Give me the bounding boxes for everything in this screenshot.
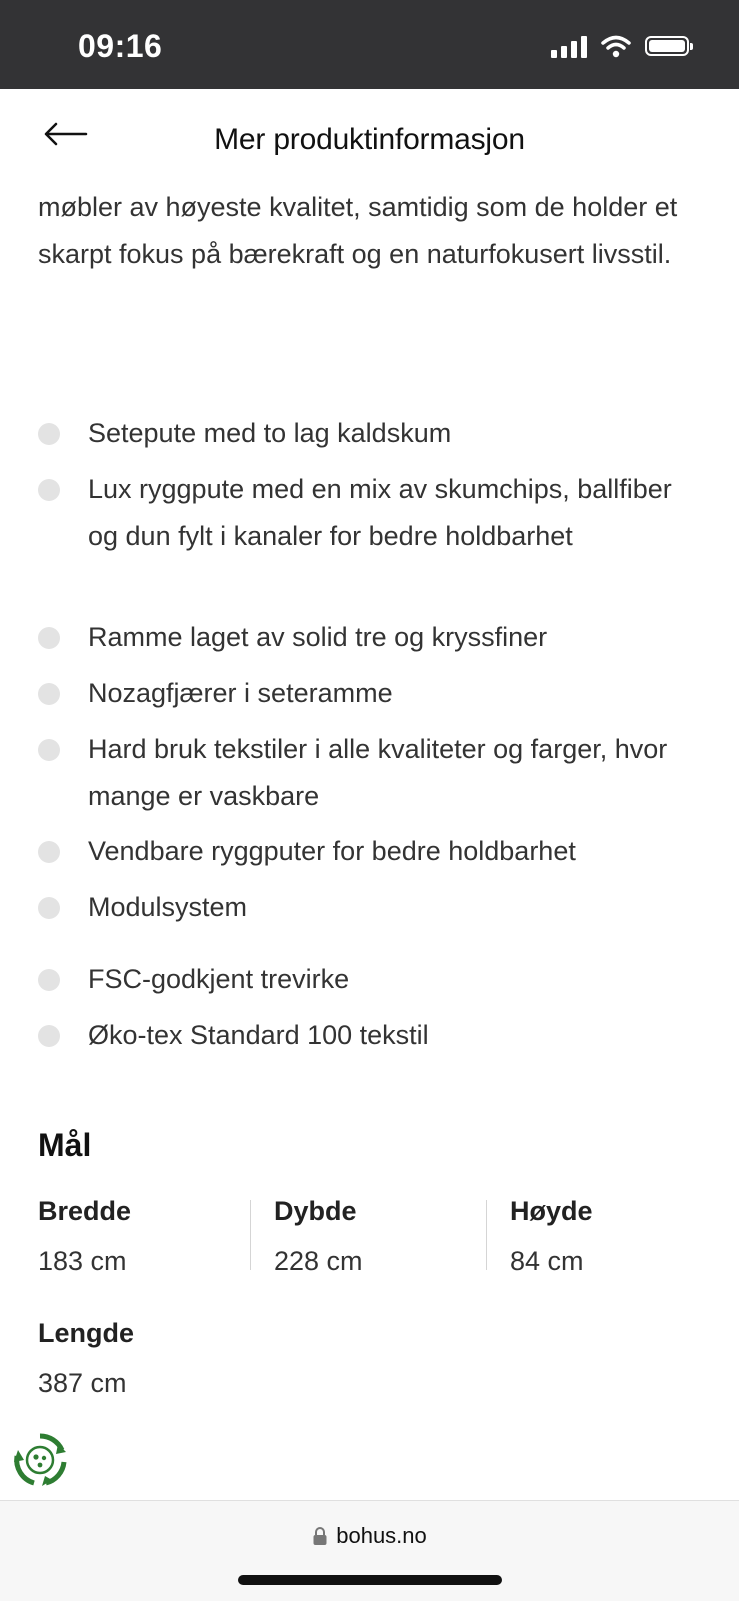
signal-icon — [551, 34, 587, 58]
feature-text: Lux ryggpute med en mix av skumchips, ballfiber og dun fylt i kanaler for bedre holdbarhet — [88, 474, 672, 551]
url-display[interactable] — [0, 1523, 739, 1549]
lock-icon — [312, 1526, 328, 1546]
feature-text: Nozagfjærer i seteramme — [88, 678, 393, 708]
app-header — [0, 89, 739, 185]
feature-text: Ramme laget av solid tre og kryssfiner — [88, 622, 548, 652]
dim-label-depth: Dybde — [274, 1196, 357, 1226]
bullet-icon — [38, 897, 60, 919]
eco-badge-button[interactable] — [12, 1432, 68, 1488]
feature-text: Vendbare ryggputer for bedre holdbarhet — [88, 836, 576, 866]
dimensions-title: Mål — [38, 1127, 92, 1163]
feature-text: Hard bruk tekstiler i alle kvaliteter og farger, hvor mange er vaskbare — [88, 734, 668, 811]
dim-value-length: 387 cm — [38, 1368, 127, 1398]
dim-value-height: 84 cm — [510, 1246, 584, 1276]
bullet-icon — [38, 1025, 60, 1047]
dim-label-length: Lengde — [38, 1318, 135, 1348]
status-bar — [0, 0, 739, 89]
bullet-icon — [38, 479, 60, 501]
status-icons — [551, 34, 689, 58]
bullet-icon — [38, 969, 60, 991]
wifi-icon — [601, 34, 631, 58]
dim-label-height: Høyde — [510, 1196, 593, 1226]
battery-icon — [645, 36, 689, 56]
dimension-divider — [486, 1200, 487, 1270]
dim-value-depth: 228 cm — [274, 1246, 363, 1276]
browser-url-bar[interactable] — [0, 1500, 739, 1601]
dim-label-width: Bredde — [38, 1196, 132, 1226]
dimension-divider — [250, 1200, 251, 1270]
status-time: 09:16 — [78, 28, 163, 64]
product-info-content — [0, 160, 739, 1500]
dim-value-width: 183 cm — [38, 1246, 127, 1276]
bullet-icon — [38, 739, 60, 761]
bullet-icon — [38, 683, 60, 705]
feature-text: Øko-tex Standard 100 tekstil — [88, 1020, 429, 1050]
intro-text: møbler av høyeste kvalitet, samtidig som de holder et skarpt fokus på bærekraft og en naturfokusert livsstil. — [38, 192, 678, 269]
feature-text: Setepute med to lag kaldskum — [88, 418, 452, 448]
home-indicator[interactable] — [238, 1575, 502, 1585]
bullet-icon — [38, 841, 60, 863]
feature-text: FSC-godkjent trevirke — [88, 964, 350, 994]
url-text: bohus.no — [336, 1523, 427, 1548]
intro-paragraph — [38, 170, 698, 278]
eco-badge-icon — [12, 1432, 68, 1488]
page-title: Mer produktinformasjon — [214, 123, 525, 156]
feature-text: Modulsystem — [88, 892, 248, 922]
bullet-icon — [38, 423, 60, 445]
bullet-icon — [38, 627, 60, 649]
